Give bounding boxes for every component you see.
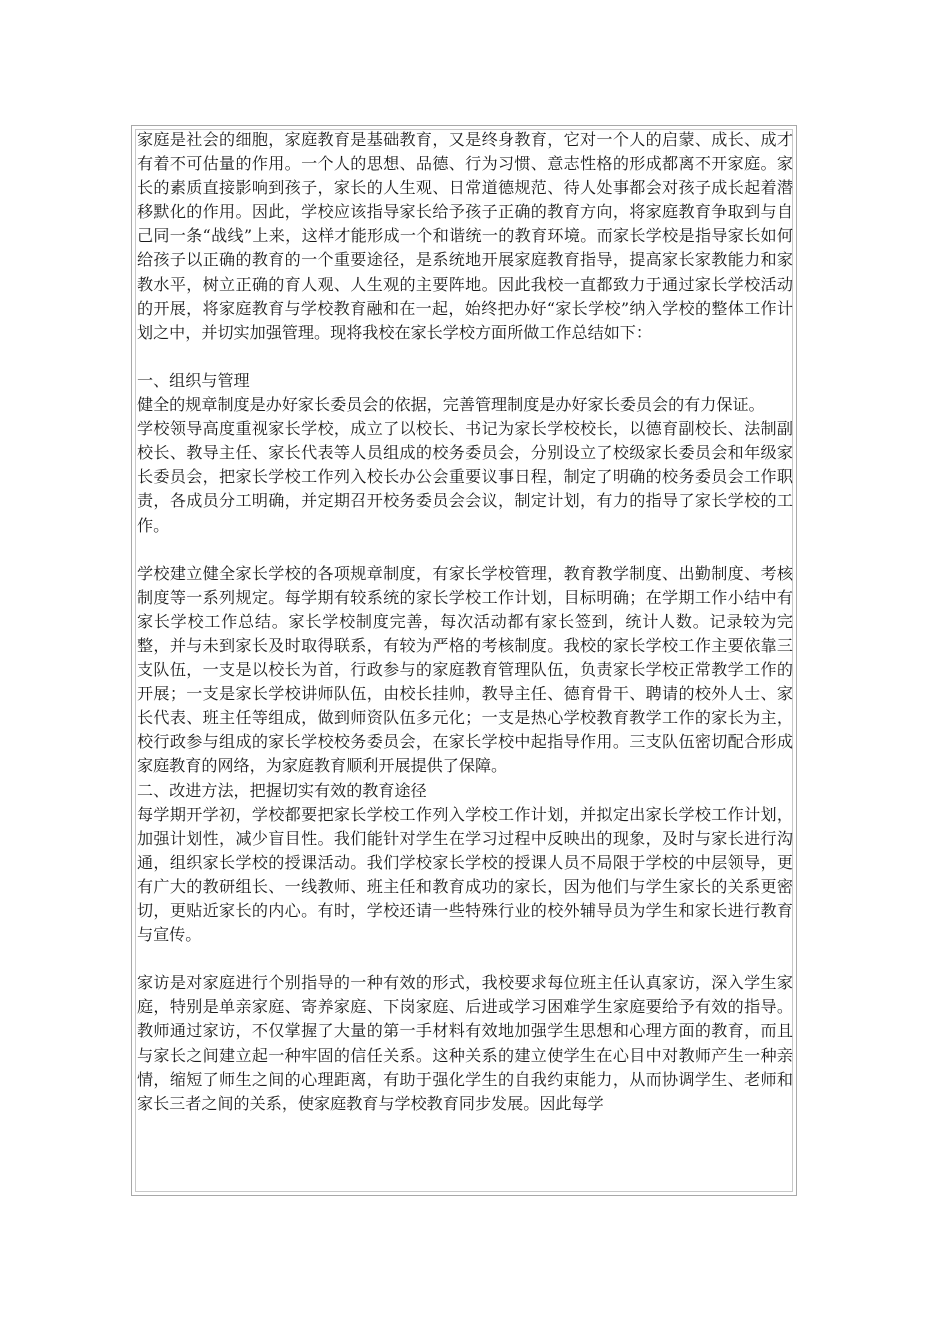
document-body — [137, 128, 793, 1116]
paragraph-gap — [137, 345, 793, 369]
section1-paragraph-2: 学校领导高度重视家长学校，成立了以校长、书记为家长学校校长，以德育副校长、法制副校长、教导主任、家长代表等人员组成的校务委员会，分别设立了校级家长委员会和年级家长委员会，把家长学校工作列入校长办公会重要议事日程，制定了明确的校务委员会工作职责，各成员分工明确，并定期召开校务委员会会议，制定计划，有力的指导了家长学校的工作。 — [137, 419, 793, 535]
section1-paragraph-3: 学校建立健全家长学校的各项规章制度，有家长学校管理，教育教学制度、出勤制度、考核制度等一系列规定。每学期有较系统的家长学校工作计划，目标明确；在学期工作小结中有家长学校工作总结。家长学校制度完善，每次活动都有家长签到，统计人数。记录较为完整，并与未到家长及时取得联系，有较为严格的考核制度。我校的家长学校工作主要依靠三支队伍，一支是以校长为首，行政参与的家庭教育管理队伍，负责家长学校正常教学工作的开展；一支是家长学校讲师队伍，由校长挂帅，教导主任、德育骨干、聘请的校外人士、家长代表、班主任等组成，做到师资队伍多元化；一支是热心学校教育教学工作的家长为主，校行政参与组成的家长学校校务委员会，在家长学校中起指导作用。三支队伍密切配合形成家庭教育的网络，为家庭教育顺利开展提供了保障。 — [137, 563, 793, 776]
section2-paragraph-2: 家访是对家庭进行个别指导的一种有效的形式，我校要求每位班主任认真家访，深入学生家庭，特别是单亲家庭、寄养家庭、下岗家庭、后进或学习困难学生家庭要给予有效的指导。教师通过家访，不仅掌握了大量的第一手材料有效地加强学生思想和心理方面的教育，而且与家长之间建立起一种牢固的信任关系。这种关系的建立使学生在心目中对教师产生一种亲情，缩短了师生之间的心理距离，有助于强化学生的自我约束能力，从而协调学生、老师和家长三者之间的关系，使家庭教育与学校教育同步发展。因此每学 — [137, 973, 793, 1113]
section2-paragraph-1: 每学期开学初，学校都要把家长学校工作列入学校工作计划，并拟定出家长学校工作计划，加强计划性，减少盲目性。我们能针对学生在学习过程中反映出的现象，及时与家长进行沟通，组织家长学校的授课活动。我们学校家长学校的授课人员不局限于学校的中层领导，更有广大的教研组长、一线教师、班主任和教育成功的家长，因为他们与学生家长的关系更密切，更贴近家长的内心。有时，学校还请一些特殊行业的校外辅导员为学生和家长进行教育与宣传。 — [137, 804, 793, 945]
paragraph-gap — [137, 947, 793, 971]
section1-paragraph-1: 健全的规章制度是办好家长委员会的依据，完善管理制度是办好家长委员会的有力保证。 — [137, 395, 765, 415]
paragraph-gap — [137, 538, 793, 562]
intro-paragraph: 家庭是社会的细胞，家庭教育是基础教育，又是终身教育，它对一个人的启蒙、成长、成才有着不可估量的作用。一个人的思想、品德、行为习惯、意志性格的形成都离不开家庭。家长的素质直接影响到孩子，家长的人生观、日常道德规范、待人处事都会对孩子成长起着潜移默化的作用。因此，学校应该指导家长给予孩子正确的教育方向，将家庭教育争取到与自己同一条“战线”上来，这样才能形成一个和谐统一的教育环境。而家长学校是指导家长如何给孩子以正确的教育的一个重要途径，是系统地开展家庭教育指导，提高家长家教能力和家教水平，树立正确的育人观、人生观的主要阵地。因此我校一直都致力于通过家长学校活动的开展，将家庭教育与学校教育融和在一起，始终把办好“家长学校”纳入学校的整体工作计划之中，并切实加强管理。现将我校在家长学校方面所做工作总结如下： — [137, 130, 793, 342]
section2-heading: 二、改进方法，把握切实有效的教育途径 — [137, 780, 427, 800]
section1-heading: 一、组织与管理 — [137, 370, 250, 390]
